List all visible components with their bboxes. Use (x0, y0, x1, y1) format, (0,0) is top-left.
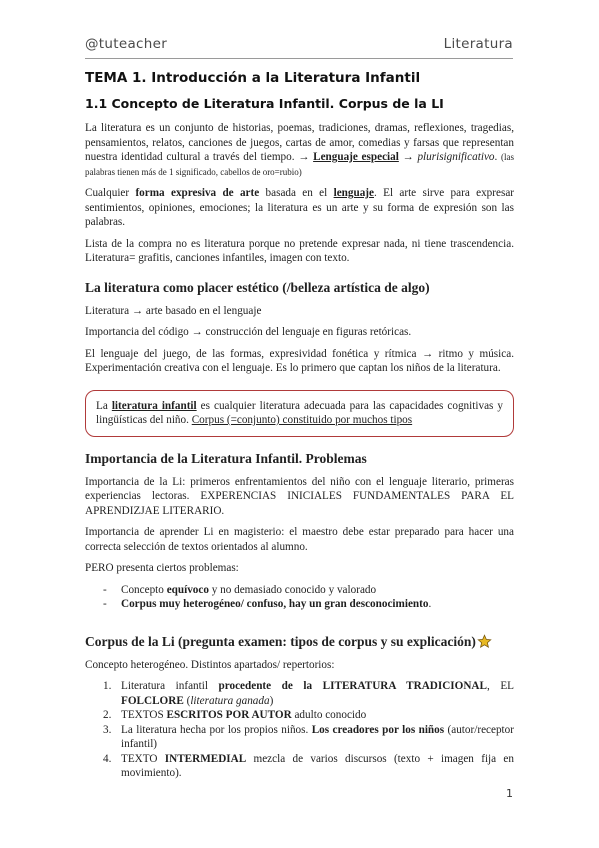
text: es cualquier literatura adecuada para las capacidades cognitivas y lingüísticas del niño. (96, 399, 503, 426)
text: TEXTOS (121, 709, 167, 721)
document-body (85, 70, 514, 781)
text: La literatura es un conjunto de historias, poemas, tradiciones, dramas, reflexiones, tragedias, pensamientos, relatos, canciones de juegos, cartas de amor, comedias y farsas que representan nuestra identidad cultural a través del tiempo. (85, 122, 514, 163)
text: , EL (486, 680, 514, 692)
text: (autor/receptor infantil) (121, 723, 514, 750)
list-marker: - (103, 598, 107, 610)
bold-text: Lenguaje especial (313, 151, 399, 163)
section-heading-importancia: Importancia de la Literatura Infantil. Problemas (85, 450, 367, 466)
paragraph-arte: Literatura → arte basado en el lenguaje (85, 304, 262, 317)
paragraph-importancia: Importancia de la Li: primeros enfrentamientos del niño con el lenguaje literario, primeras experiencias lectoras. EXPERENCIAS INICIALES FUNDAMENTALES PARA EL APRENDIZJAE LITERARIO. (85, 475, 514, 517)
list-marker: 3. (103, 723, 112, 736)
heading-text: Corpus de la Li (pregunta examen: tipos de corpus y su explicación) (85, 633, 476, 649)
text: Cualquier (85, 187, 136, 199)
problems-list (85, 583, 514, 612)
text: ( (183, 694, 191, 707)
text: TEXTO (121, 752, 165, 765)
paragraph-codigo: Importancia del código → construcción del lenguaje en figuras retóricas. (85, 326, 412, 338)
list-marker: 2. (103, 709, 112, 721)
bold-text: forma expresiva de arte (135, 187, 260, 199)
callout-box (85, 390, 514, 437)
arrow: → (398, 151, 418, 163)
bold-text: Corpus muy heterogéneo/ confuso, hay un gran desconocimiento (121, 598, 429, 610)
paragraph-juego: El lenguaje del juego, de las formas, expresividad fonética y rítmica → ritmo y música. Experimentación creativa con el lenguaje. Es lo primero que captan los niños de la literatura. (85, 347, 514, 374)
text: Concepto (121, 583, 167, 596)
list-marker: 1. (103, 680, 112, 692)
page-number: 1 (506, 787, 513, 800)
corpus-types-list (85, 679, 514, 781)
paragraph-shopping-list: Lista de la compra no es literatura porque no pretende expresar nada, ni tiene trascendencia. Literatura= grafitis, canciones infantiles, imagen con texto. (85, 237, 514, 264)
bold-text: ESCRITOS POR AUTOR (166, 709, 292, 721)
list-item (85, 679, 514, 708)
text: La (96, 399, 112, 412)
text: . El arte sirve para expresar sentimientos, opiniones, emociones; la literatura es un arte y su forma de expresión son las palabras. (85, 187, 515, 228)
text: basada en el (259, 187, 334, 199)
arrow: → (294, 151, 314, 163)
paragraph-definition (85, 121, 514, 179)
page-title: TEMA 1. Introducción a la Literatura Infantil (85, 70, 421, 86)
paragraph-heterogeneo: Concepto heterogéneo. Distintos apartados/ repertorios: (85, 658, 335, 671)
bold-text: lenguaje (333, 187, 374, 199)
bold-text: INTERMEDIAL (164, 752, 247, 765)
header-author: @tuteacher (85, 36, 168, 52)
bold-text: FOLCLORE (121, 694, 184, 707)
text: adulto conocido (291, 709, 367, 721)
text: mezcla de varios discursos (texto + imagen fija en movimiento). (121, 752, 514, 779)
header-divider (85, 58, 513, 59)
list-item (85, 752, 514, 781)
list-item (85, 708, 514, 723)
list-item (85, 723, 514, 752)
text: . (494, 151, 502, 163)
header-subject: Literatura (443, 36, 513, 52)
text: Literatura infantil (121, 680, 219, 692)
paragraph-art-form (85, 186, 514, 230)
bold-text: equívoco (166, 583, 209, 596)
italic-text: plurisignificativo (417, 151, 495, 163)
bold-text: literatura infantil (111, 399, 197, 412)
text: y no demasiado conocido y valorado (208, 583, 377, 596)
underlined-text: Corpus (=conjunto) constituido por muchos tipos (191, 414, 413, 426)
bold-text: Los creadores por los niños (311, 723, 445, 736)
section-heading-concepto: 1.1 Concepto de Literatura Infantil. Corpus de la LI (85, 96, 444, 111)
section-heading-corpus (85, 634, 514, 650)
paragraph-pero: PERO presenta ciertos problemas: (85, 562, 239, 574)
text: . (428, 598, 432, 610)
list-marker: - (103, 583, 107, 596)
list-item (85, 597, 514, 612)
small-note: (las palabras tienen más de 1 significado, cabellos de oro=rubio) (85, 152, 515, 177)
paragraph-magisterio: Importancia de aprender Li en magisterio: el maestro debe estar preparado para hacer una correcta selección de textos orientados al alumno. (85, 526, 514, 553)
star-icon (477, 634, 492, 649)
text: ) (269, 694, 274, 707)
text: La literatura hecha por los propios niños. (121, 723, 312, 736)
bold-text: procedente de la LITERATURA TRADICIONAL (218, 680, 487, 692)
list-item (85, 583, 514, 598)
section-heading-placer: La literatura como placer estético (/belleza artística de algo) (85, 279, 430, 295)
list-marker: 4. (103, 752, 112, 765)
italic-text: literatura ganada (190, 694, 270, 707)
